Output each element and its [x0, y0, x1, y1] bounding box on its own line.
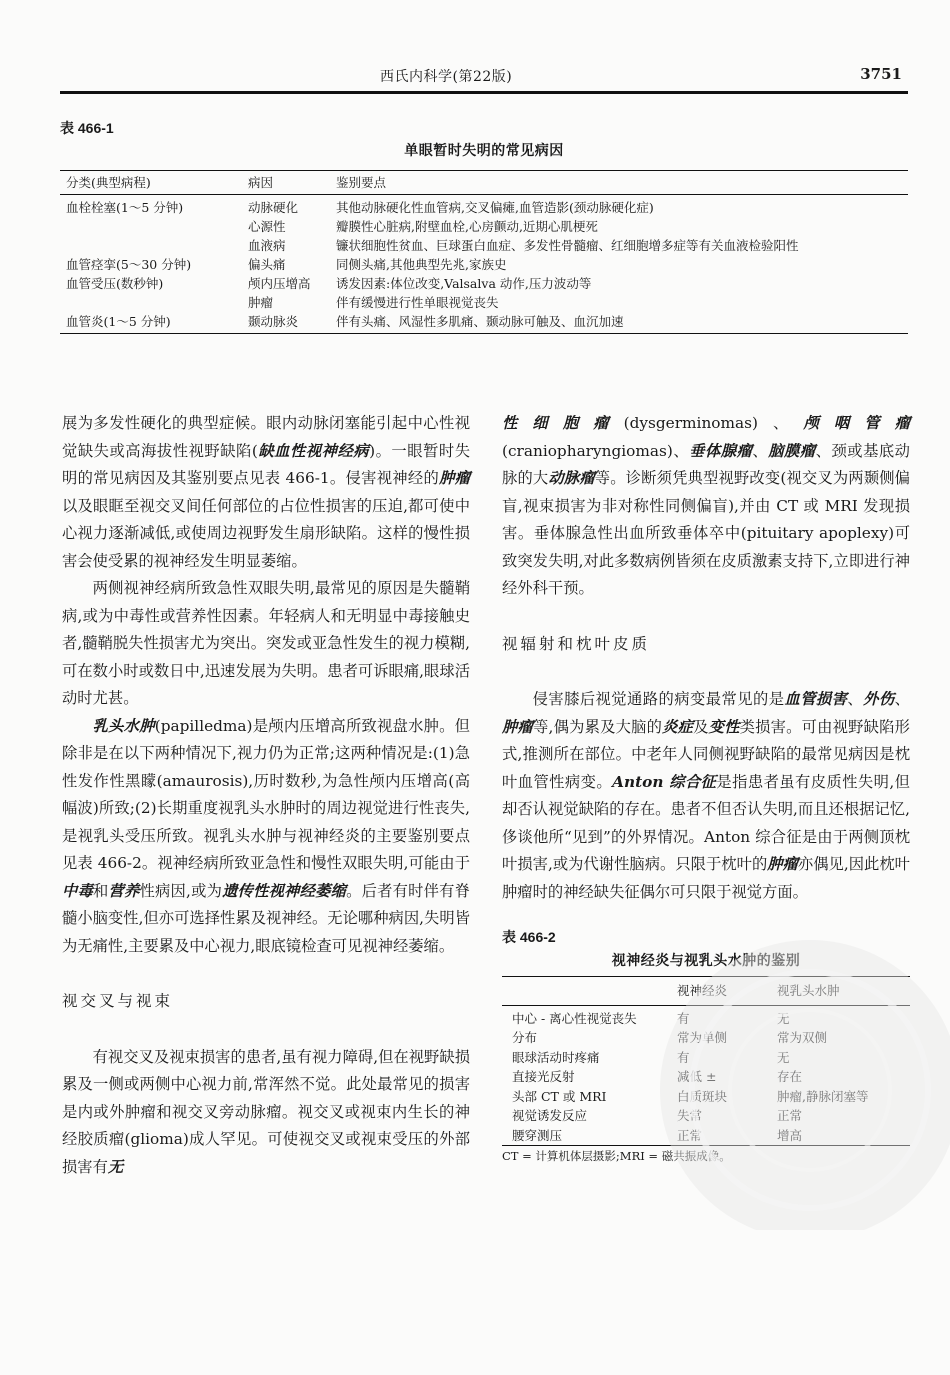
emphasized-term: 中毒 [62, 881, 94, 900]
table-cell: 伴有头痛、风湿性多肌痛、颞动脉可触及、血沉加速 [330, 312, 908, 334]
table-cell: 增高 [777, 1126, 910, 1146]
table-row [60, 312, 908, 334]
header-rule [60, 91, 908, 94]
table-cell: 血管炎(1～5 分钟) [60, 312, 242, 334]
table-row [60, 293, 908, 312]
table-cell: 失常 [677, 1108, 703, 1123]
table-cell [60, 217, 242, 236]
text-run: 类损害。可由视野缺陷形式,推测所在部位。中老年人同侧视野缺陷的最常见病因是枕叶血管性病变。 [502, 717, 910, 791]
table-cell: 分布 [512, 1030, 538, 1045]
emphasized-term: 肿瘤 [502, 717, 534, 736]
body-paragraph [62, 713, 470, 961]
text-run: 及 [693, 717, 709, 736]
table-cell: 无 [777, 1010, 790, 1026]
table1-header-row [60, 171, 908, 195]
running-title: 西氏内科学(第22版) [380, 69, 513, 85]
emphasized-term: 乳头水肿 [92, 716, 155, 735]
table-cell: 心源性 [248, 219, 286, 234]
emphasized-term: 营养 [108, 881, 140, 900]
table-cell: 瓣膜性心脏病,附壁血栓,心房颤动,近期心肌梗死 [336, 219, 598, 234]
text-run: 、颈或基底动脉的大 [502, 441, 910, 487]
table2-label: 表 466-2 [502, 929, 556, 945]
section-heading: 视辐射和枕叶皮质 [502, 634, 651, 653]
table1 [60, 170, 908, 334]
table1-header-cell: 鉴别要点 [330, 171, 908, 195]
emphasized-term: 变性 [708, 717, 740, 736]
emphasized-term: 无 [107, 1157, 124, 1176]
emphasized-term: 脑膜瘤 [768, 441, 816, 460]
table-cell: 诱发因素:体位改变,Valsalva 动作,压力波动等 [336, 276, 592, 291]
emphasized-term: 动脉瘤 [548, 469, 595, 487]
emphasized-term: 血管损害 [784, 690, 848, 708]
table-cell: 中心 - 离心性视觉丧失 [512, 1010, 637, 1026]
text-run: 以及眼眶至视交叉间任何部位的占位性损害的压迫,都可使中心视力逐渐减低,或使周边视野发生扇形缺陷。这样的慢性损害会使受累的视神经发生明显萎缩。 [62, 496, 470, 570]
body-paragraph [502, 686, 910, 906]
text-run: 、 [752, 441, 769, 460]
table-cell: 眼球活动时疼痛 [512, 1049, 600, 1065]
text-run: 展为多发性硬化的典型症候。眼内动脉闭塞能引起中心性视觉缺失或高海拔性视野缺陷( [62, 414, 470, 460]
text-run: 等。诊断须凭典型视野改变(视交叉为两颞侧偏盲,视束损害为非对称性同侧偏盲),并由 CT 或 MRI 发现损害。垂体腺急性出血所致垂体卒中(pituitary apoplexy)可致突发失明,对此多数病例皆须在皮质激素支持下,立即进行神经外科干预。 [502, 469, 910, 597]
table-cell: 伴有缓慢进行性单眼视觉丧失 [336, 295, 499, 310]
body-paragraph [502, 410, 910, 603]
table-cell: 颞动脉炎 [242, 312, 330, 334]
table1-header-cell: 病因 [242, 171, 330, 195]
table-row [60, 274, 908, 293]
table-cell: 肿瘤,静脉闭塞等 [777, 1088, 869, 1104]
table-cell: 血管痉挛(5～30 分钟) [66, 257, 192, 272]
text-run: (dysgerminomas)、 [623, 414, 804, 432]
table-cell: 有 [677, 1049, 690, 1065]
body-paragraph [62, 410, 470, 575]
table-cell: 减低 ± [677, 1069, 717, 1084]
emphasized-term: 外伤 [863, 690, 895, 708]
emphasized-term: 肿瘤 [767, 855, 798, 873]
emphasized-term: Anton 综合征 [612, 772, 717, 791]
text-run: 。后者有时伴有脊髓小脑变性,但亦可选择性累及视神经。无论哪种病因,失明皆为无痛性,主要累及中心视力,眼底镜检查可见视神经萎缩。 [62, 881, 470, 955]
table-cell: 视觉诱发反应 [512, 1108, 588, 1123]
table2-header-cell: 视神经炎 [677, 977, 777, 1006]
table-cell: 常为双侧 [777, 1030, 828, 1045]
table-cell: 头部 CT 或 MRI [512, 1088, 607, 1104]
text-run: 两侧视神经病所致急性双眼失明,最常见的原因是失髓鞘病,或为中毒性或营养性因素。年轻病人和无明显中毒接触史者,髓鞘脱失性损害尤为突出。突发或亚急性发生的视力模糊,可在数小时或数日中,迅速发展为失明。患者可诉眼痛,眼球活动时尤甚。 [62, 579, 470, 707]
table1-label: 表 466-1 [60, 120, 114, 136]
text-run: 有视交叉及视束损害的患者,虽有视力障碍,但在视野缺损累及一侧或两侧中心视力前,常浑然不觉。此处最常见的损害是内或外肿瘤和视交叉旁动脉瘤。视交叉或视束内生长的神经胶质瘤(glioma)成人罕见。可使视交叉或视束受压的外部损害有 [62, 1047, 470, 1176]
emphasized-term: 缺血性视神经病 [257, 441, 370, 460]
text-run: 、 [894, 690, 910, 708]
section-heading: 视交叉与视束 [62, 992, 174, 1010]
table2-caption: 视神经炎与视乳头水肿的鉴别 [611, 953, 801, 969]
emphasized-term: 性细胞瘤 [502, 414, 624, 432]
page-number: 3751 [860, 65, 902, 83]
left-column [62, 410, 470, 1181]
table-cell [60, 293, 242, 312]
table-cell: 颅内压增高 [248, 276, 311, 291]
table1-caption: 单眼暂时失明的常见病因 [404, 143, 564, 159]
table-cell: 正常 [777, 1108, 803, 1123]
text-run: (papilledma)是颅内压增高所致视盘水肿。但除非是在以下两种情况下,视力仍为正常;这两种情况是:(1)急性发作性黑矇(amaurosis),历时数秒,为急性颅内压增高(高幅波)所致;(2)长期重度视乳头水肿时的周边视觉进行性丧失,是视乳头受压所致。视乳头水肿与视神经炎的主要鉴别要点见表 466-2。视神经病所致亚急性和慢性双眼失明,可能由于 [62, 716, 470, 872]
body-paragraph [62, 1044, 470, 1182]
text-run: 是指患者虽有皮质性失明,但却否认视觉缺陷的存在。患者不但否认失明,而且还根据记忆,侈谈他所“见到”的外界情况。Anton 综合征是由于两侧顶枕叶损害,或为代谢性脑病。只限于枕叶的 [502, 772, 910, 873]
table-cell: 无 [777, 1049, 790, 1065]
table-cell: 血管受压(数秒钟) [66, 276, 164, 291]
table-cell: 腰穿测压 [502, 1126, 677, 1146]
emphasized-term: 炎症 [662, 717, 694, 736]
table-cell: 直接光反射 [512, 1069, 575, 1084]
emphasized-term: 颅咽管瘤 [803, 414, 910, 432]
table2-footnote: CT = 计算机体层摄影;MRI = 磁共振成像。 [502, 1149, 731, 1163]
table-cell: 血液病 [248, 238, 286, 253]
text-run: 侵害膝后视觉通路的病变最常见的是 [532, 690, 785, 708]
text-run: 等,偶为累及大脑的 [533, 717, 663, 736]
emphasized-term: 肿瘤 [439, 469, 470, 487]
table-cell: 血栓栓塞(1～5 分钟) [66, 200, 184, 215]
body-paragraph [62, 575, 470, 713]
table1-header-cell: 分类(典型病程) [60, 171, 242, 195]
text-run: )。一眼暂时失明的常见病因及其鉴别要点见表 466-1。侵害视神经的 [62, 441, 471, 487]
table-cell: 正常 [677, 1126, 777, 1146]
table-cell: 肿瘤 [248, 295, 274, 310]
table2-header-cell: 视乳头水肿 [777, 977, 910, 1006]
table-cell: 存在 [777, 1069, 803, 1084]
text-run: 和 [93, 881, 109, 900]
table-row [60, 255, 908, 274]
watermark-seal-icon [620, 900, 950, 1230]
table-cell: 常为单侧 [677, 1030, 728, 1045]
table-cell: 有 [677, 1010, 690, 1026]
emphasized-term: 垂体腺瘤 [689, 441, 753, 460]
text-run: 性病因,或为 [139, 881, 223, 900]
emphasized-term: 遗传性视神经萎缩 [222, 881, 347, 900]
table-cell: 偏头痛 [248, 257, 286, 272]
text-run: 、 [847, 690, 864, 708]
text-run: 亦偶见,因此枕叶肿瘤时的神经缺失征偶尔可只限于视觉方面。 [502, 855, 910, 901]
table-cell: 白质斑块 [677, 1088, 728, 1104]
table-cell: 同侧头痛,其他典型先兆,家族史 [336, 257, 507, 272]
table-cell: 动脉硬化 [248, 200, 299, 215]
table-cell [60, 236, 242, 255]
table-cell: 镰状细胞性贫血、巨球蛋白血症、多发性骨髓瘤、红细胞增多症等有关血液检验阳性 [336, 238, 799, 253]
table-row [60, 236, 908, 255]
text-run: (craniopharyngiomas)、 [502, 441, 690, 460]
table-row [60, 195, 908, 218]
table-cell: 其他动脉硬化性血管病,交叉偏瘫,血管造影(颈动脉硬化症) [336, 200, 654, 215]
table-row [60, 217, 908, 236]
